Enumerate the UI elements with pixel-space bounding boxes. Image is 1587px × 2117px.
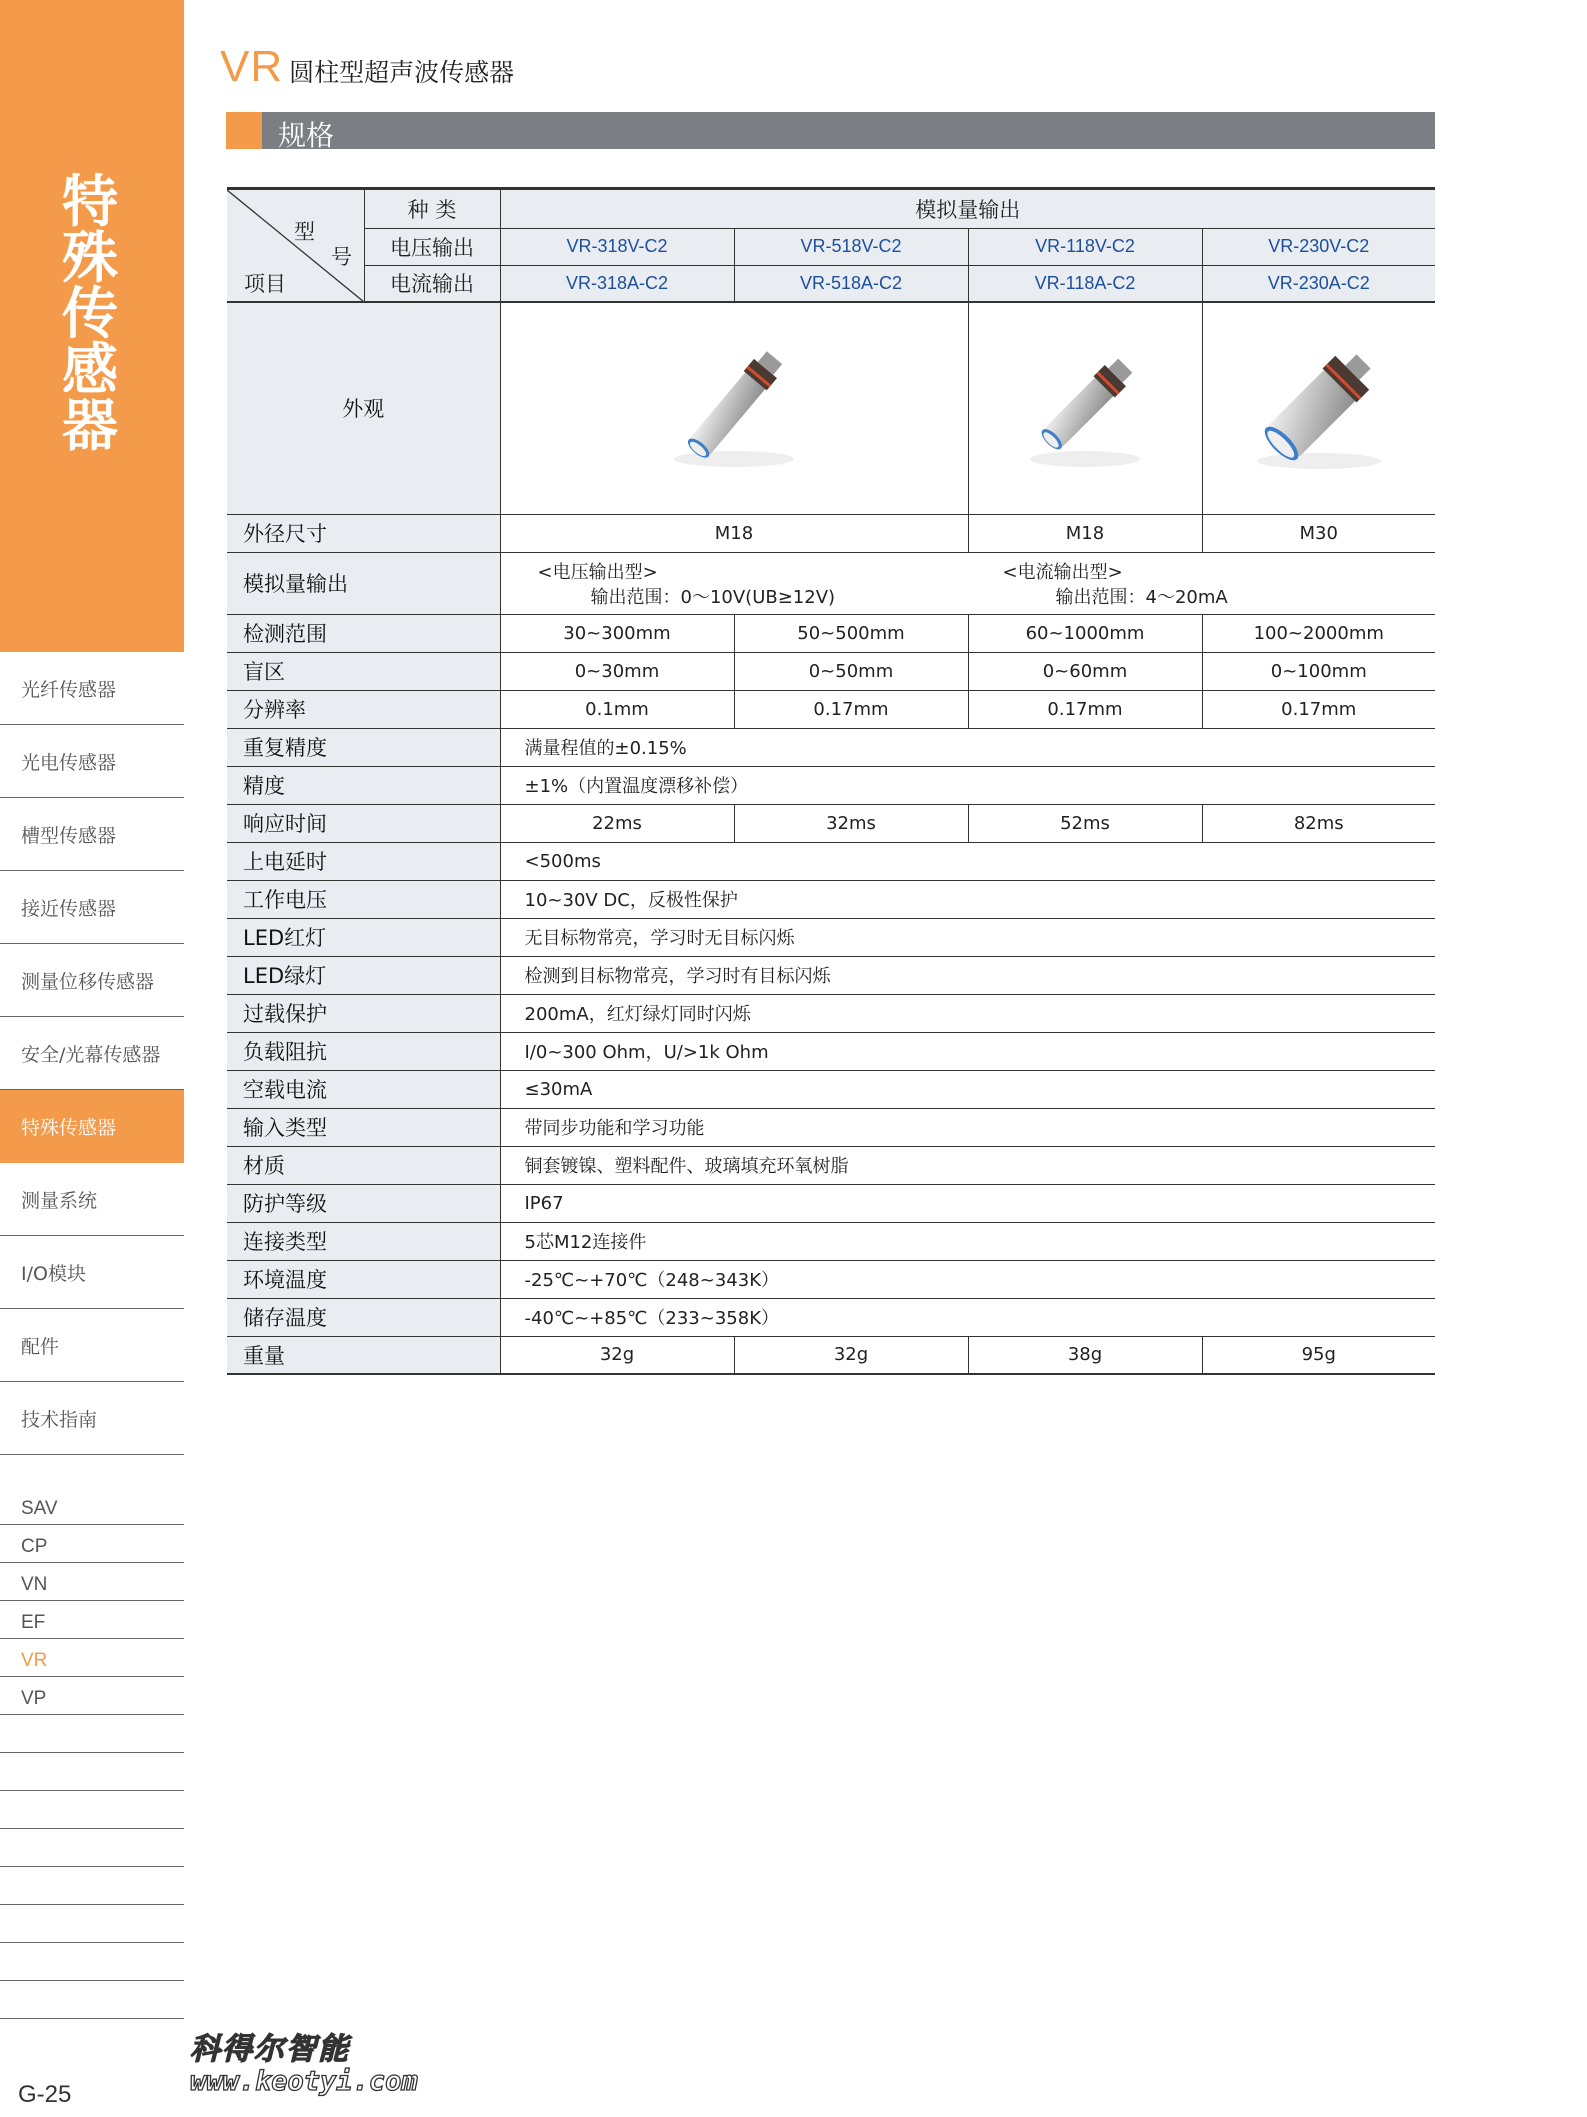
product-name: 圆柱型超声波传感器 <box>289 58 515 87</box>
watermark <box>190 2024 418 2097</box>
resolution-value: 0.1mm <box>500 690 734 728</box>
sub-divider <box>0 1867 184 1905</box>
sub-item-vr[interactable]: VR <box>0 1639 184 1677</box>
size-value: M18 <box>968 514 1202 552</box>
size-value: M30 <box>1202 514 1435 552</box>
voltage-model: VR-318V-C2 <box>500 228 734 265</box>
sub-divider <box>0 1753 184 1791</box>
nav-item-special[interactable]: 特殊传感器 <box>0 1090 184 1163</box>
voltage-row-value: 10~30V DC，反极性保护 <box>500 880 1435 918</box>
sub-item-vp[interactable]: VP <box>0 1677 184 1715</box>
nav-item-io[interactable]: I/O模块 <box>0 1236 184 1309</box>
sub-item-cp[interactable]: CP <box>0 1525 184 1563</box>
repeat-value: 满量程值的±0.15% <box>500 728 1435 766</box>
range-label: 检测范围 <box>227 614 500 652</box>
nav-item-guide[interactable]: 技术指南 <box>0 1382 184 1455</box>
corner-item: 项目 <box>244 272 286 296</box>
section-title: 规格 <box>278 119 335 152</box>
nav-item-fiber[interactable]: 光纤传感器 <box>0 652 184 725</box>
range-value: 60~1000mm <box>968 614 1202 652</box>
weight-value: 95g <box>1202 1336 1435 1374</box>
resolution-label: 分辨率 <box>227 690 500 728</box>
sub-item-ef[interactable]: EF <box>0 1601 184 1639</box>
idle-value: ≤30mA <box>500 1070 1435 1108</box>
led-green-label: LED绿灯 <box>227 956 500 994</box>
appearance-label-text: 外观 <box>342 397 385 422</box>
page-header <box>220 42 514 92</box>
response-value: 52ms <box>968 804 1202 842</box>
protection-value: IP67 <box>500 1184 1435 1222</box>
nav-item-safety[interactable]: 安全/光幕传感器 <box>0 1017 184 1090</box>
overload-value: 200mA，红灯绿灯同时闪烁 <box>500 994 1435 1032</box>
resolution-value: 0.17mm <box>1202 690 1435 728</box>
led-red-label: LED红灯 <box>227 918 500 956</box>
kind-label: 种 类 <box>364 190 500 228</box>
kind-value: 模拟量输出 <box>500 190 1435 228</box>
blind-value: 0~100mm <box>1202 652 1435 690</box>
nav-item-measurement[interactable]: 测量系统 <box>0 1163 184 1236</box>
sub-divider <box>0 1981 184 2019</box>
current-model: VR-318A-C2 <box>500 265 734 302</box>
blind-label: 盲区 <box>227 652 500 690</box>
response-value: 82ms <box>1202 804 1435 842</box>
response-label: 响应时间 <box>227 804 500 842</box>
connection-label: 连接类型 <box>227 1222 500 1260</box>
weight-value: 32g <box>500 1336 734 1374</box>
current-model: VR-118A-C2 <box>968 265 1202 302</box>
category-title: 特殊传感器 <box>62 170 118 459</box>
repeat-label: 重复精度 <box>227 728 500 766</box>
sub-divider <box>0 1829 184 1867</box>
blind-value: 0~50mm <box>734 652 968 690</box>
voltage-model: VR-230V-C2 <box>1202 228 1435 265</box>
sub-divider <box>0 1791 184 1829</box>
resolution-value: 0.17mm <box>968 690 1202 728</box>
ambient-value: -25℃~+70℃（248~343K） <box>500 1260 1435 1298</box>
analog-current-title: <电流输出型> <box>1002 561 1123 583</box>
sensor-image-m18-long <box>500 302 968 514</box>
voltage-row-label: 工作电压 <box>227 880 500 918</box>
range-value: 30~300mm <box>500 614 734 652</box>
watermark-url: www.keotyi.com <box>190 2066 418 2097</box>
sensor-image-m30 <box>1202 302 1435 514</box>
input-value: 带同步功能和学习功能 <box>500 1108 1435 1146</box>
range-value: 100~2000mm <box>1202 614 1435 652</box>
analog-label: 模拟量输出 <box>227 552 500 614</box>
delay-label: 上电延时 <box>227 842 500 880</box>
idle-label: 空载电流 <box>227 1070 500 1108</box>
category-banner <box>0 0 184 652</box>
overload-label: 过载保护 <box>227 994 500 1032</box>
sidebar <box>0 0 184 2117</box>
led-green-value: 检测到目标物常亮，学习时有目标闪烁 <box>500 956 1435 994</box>
weight-label: 重量 <box>227 1336 500 1374</box>
watermark-brand: 科得尔智能 <box>190 2032 350 2067</box>
sub-item-vn[interactable]: VN <box>0 1563 184 1601</box>
load-label: 负载阻抗 <box>227 1032 500 1070</box>
sensor-image-m18-short <box>968 302 1202 514</box>
ambient-label: 环境温度 <box>227 1260 500 1298</box>
nav-item-displacement[interactable]: 测量位移传感器 <box>0 944 184 1017</box>
weight-value: 32g <box>734 1336 968 1374</box>
sub-divider <box>0 1943 184 1981</box>
corner-cell <box>227 190 364 302</box>
section-accent <box>226 112 262 149</box>
voltage-model: VR-518V-C2 <box>734 228 968 265</box>
sensor-m30-icon <box>1244 341 1394 471</box>
response-value: 22ms <box>500 804 734 842</box>
page-number: G-25 <box>18 2081 72 2108</box>
nav-item-proximity[interactable]: 接近传感器 <box>0 871 184 944</box>
sensor-m18-short-icon <box>1010 341 1160 471</box>
spec-table <box>227 187 1435 1375</box>
section-bar <box>226 112 1435 152</box>
sub-divider <box>0 1905 184 1943</box>
resolution-value: 0.17mm <box>734 690 968 728</box>
weight-value: 38g <box>968 1336 1202 1374</box>
sub-divider <box>0 1715 184 1753</box>
delay-value: <500ms <box>500 842 1435 880</box>
blind-value: 0~30mm <box>500 652 734 690</box>
size-value: M18 <box>500 514 968 552</box>
connection-value: 5芯M12连接件 <box>500 1222 1435 1260</box>
material-value: 铜套镀镍、塑料配件、玻璃填充环氧树脂 <box>500 1146 1435 1184</box>
appearance-label <box>227 302 500 514</box>
analog-value <box>500 552 1435 614</box>
protection-label: 防护等级 <box>227 1184 500 1222</box>
corner-type-a: 型 <box>294 220 315 244</box>
led-red-value: 无目标物常亮，学习时无目标闪烁 <box>500 918 1435 956</box>
storage-label: 储存温度 <box>227 1298 500 1336</box>
current-label: 电流输出 <box>364 265 500 302</box>
analog-voltage-range: 输出范围：0～10V(UB≥12V) <box>590 586 836 608</box>
storage-value: -40℃~+85℃（233~358K） <box>500 1298 1435 1336</box>
voltage-label: 电压输出 <box>364 228 500 265</box>
material-label: 材质 <box>227 1146 500 1184</box>
nav-item-accessories[interactable]: 配件 <box>0 1309 184 1382</box>
response-value: 32ms <box>734 804 968 842</box>
load-value: I/0~300 Ohm，U/>1k Ohm <box>500 1032 1435 1070</box>
range-value: 50~500mm <box>734 614 968 652</box>
accuracy-value: ±1%（内置温度漂移补偿） <box>500 766 1435 804</box>
analog-voltage-title: <电压输出型> <box>537 561 658 583</box>
category-nav <box>0 652 184 1455</box>
analog-current-range: 输出范围：4～20mA <box>1055 586 1228 608</box>
sub-nav <box>0 1487 184 2019</box>
nav-item-slot[interactable]: 槽型传感器 <box>0 798 184 871</box>
size-label: 外径尺寸 <box>227 514 500 552</box>
blind-value: 0~60mm <box>968 652 1202 690</box>
voltage-model: VR-118V-C2 <box>968 228 1202 265</box>
nav-item-photoelectric[interactable]: 光电传感器 <box>0 725 184 798</box>
input-label: 输入类型 <box>227 1108 500 1146</box>
corner-type-b: 号 <box>331 245 352 269</box>
product-code: VR <box>220 42 284 91</box>
current-model: VR-518A-C2 <box>734 265 968 302</box>
accuracy-label: 精度 <box>227 766 500 804</box>
sub-item-sav[interactable]: SAV <box>0 1487 184 1525</box>
current-model: VR-230A-C2 <box>1202 265 1435 302</box>
sensor-m18-long-icon <box>659 341 809 471</box>
